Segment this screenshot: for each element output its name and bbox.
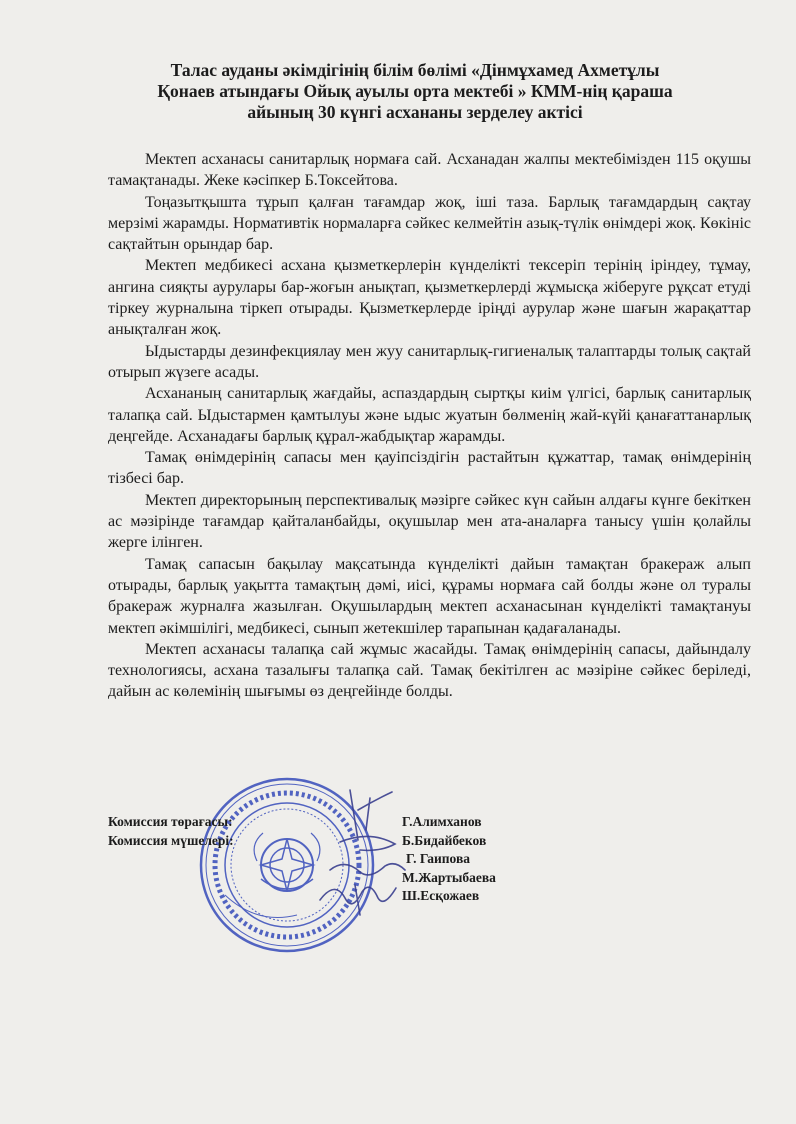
chair-name: Г.Алимханов — [402, 814, 482, 829]
member-name: Б.Бидайбеков — [402, 832, 487, 848]
title-line-2: Қонаев атындағы Ойық ауылы орта мектебі » КММ-нің қараша — [157, 81, 673, 101]
paragraph: Тамақ өнімдерінің сапасы мен қауіпсіздігін растайтын құжаттар, тамақ өнімдерінің тізбесі бар. — [108, 449, 751, 488]
members-label: Комиссия мүшелері: — [108, 832, 234, 848]
title-line-1: Талас ауданы әкімдігінің білім бөлімі «Дінмұхамед Ахметұлы — [170, 60, 660, 80]
signature-roles — [108, 813, 234, 850]
document-body — [108, 149, 751, 703]
paragraph: Мектеп директорының перспективалық мәзірге сәйкес күн сайын алдағы күнге бекіткен ас мәзірінде тағамдар қайталанбайды, оқушылар мен ата-аналарға танысу үшін қолайлы жерге ілінген. — [108, 491, 751, 552]
member-name: Г. Гаипова — [406, 851, 470, 866]
document-title — [100, 60, 730, 123]
chair-label: Комиссия төрағасы: — [108, 814, 233, 829]
member-name: М.Жартыбаева — [402, 869, 496, 885]
paragraph: Мектеп асханасы санитарлық нормаға сай. Асханадан жалпы мектебімізден 115 оқушы тамақтанады. Жеке кәсіпкер Б.Токсейтова. — [108, 151, 751, 190]
member-name: Ш.Есқожаев — [402, 888, 480, 903]
paragraph: Мектеп асханасы талапқа сай жұмыс жасайды. Тамақ өнімдерінің сапасы, дайындалу технологиясы, асхана тазалығы талапқа сай. Тамақ бекітілген ас мәзіріне сәйкес беріледі, дайын ас көлемінің шығымы өз деңгейінде болды. — [108, 640, 751, 701]
paragraph: Тамақ сапасын бақылау мақсатында күнделікті дайын тамақтан бракераж алып отырады, барлық уақытта тамақтың дәмі, иісі, құрамы нормаға сай болды және ол туралы бракераж журналға жазылған. Оқушылардың мектеп асханасынан күнделікті тамақтануы мектеп әкімшілігі, медбикесі, сынып жетекшілер тарапынан қадағаланады. — [108, 555, 751, 637]
paragraph: Ыдыстарды дезинфекциялау мен жуу санитарлық-гигиеналық талаптарды толық сақтай отырып жүзеге асады. — [108, 342, 751, 381]
signature-names — [402, 813, 496, 906]
paragraph: Асхананың санитарлық жағдайы, аспаздардың сыртқы киім үлгісі, барлық санитарлық талапқа сай. Ыдыстармен қамтылуы және ыдыс жуатын бөлменің жай-күйі қанағаттанарлық деңгейде. Асханадағы барлық құрал-жабдықтар жарамды. — [108, 385, 751, 445]
title-line-3: айының 30 күнгі асхананы зерделеу актісі — [247, 102, 583, 122]
paragraph: Мектеп медбикесі асхана қызметкерлерін күнделікті тексеріп терінің іріндеу, тұмау, ангина сияқты аурулары бар-жоғын анықтап, қызметкерлерді жұмысқа жіберуге рұқсат етуді тіркеу журналына тіркеп отырады. Қызметкерлерде іріңді аурулар және шағын жарақаттар анықталған жоқ. — [108, 257, 751, 339]
paragraph: Тоңазытқышта тұрып қалған тағамдар жоқ, іші таза. Барлық тағамдардың сақтау мерзімі жарамды. Нормативтік нормаларға сәйкес келмейтін азық-түлік өнімдері жоқ. Көкініс сақтайтын орындар бар. — [108, 193, 752, 254]
